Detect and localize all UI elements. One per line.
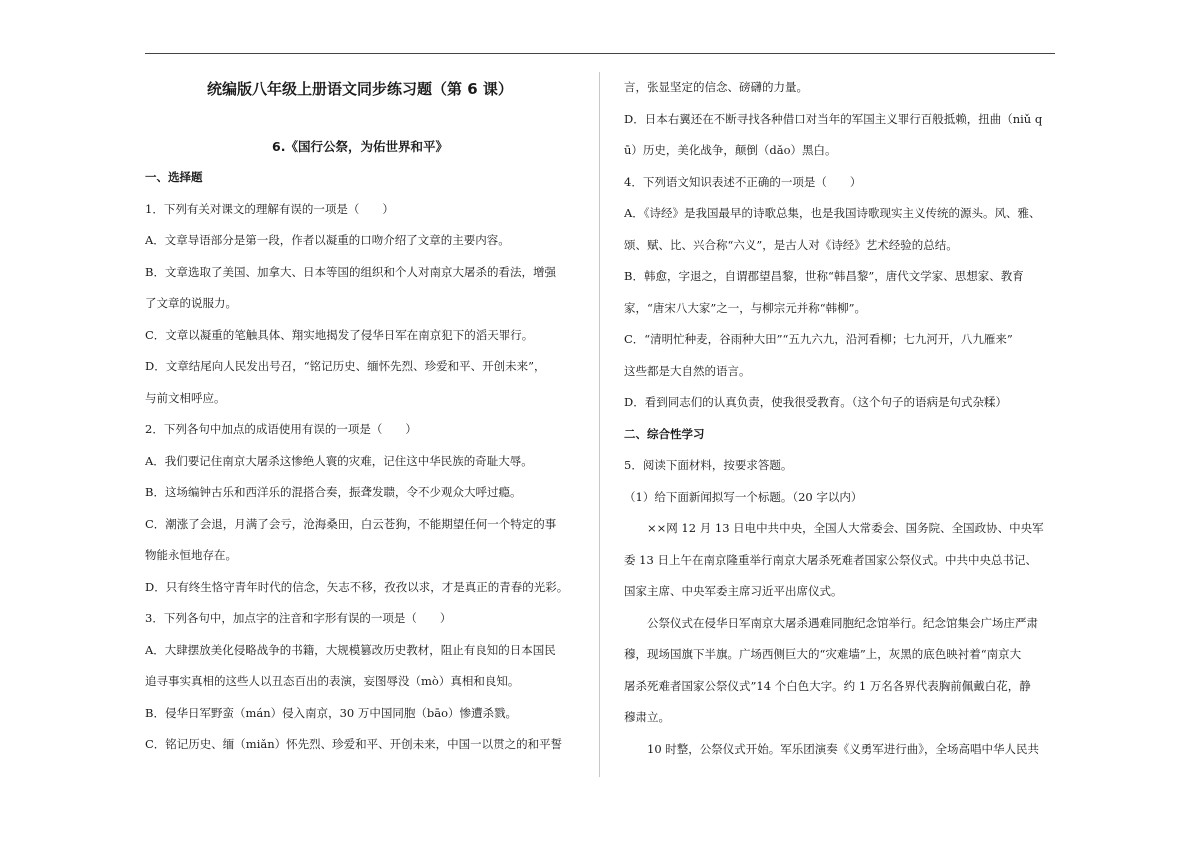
text-line: A．文章导语部分是第一段，作者以凝重的口吻介绍了文章的主要内容。 — [145, 233, 510, 247]
text-line: D．日本右翼还在不断寻找各种借口对当年的军国主义罪行百般抵赖，扭曲（niǔ q — [624, 111, 1043, 126]
text-line: 4．下列语文知识表述不正确的一项是（ ） — [624, 174, 862, 189]
text-line: 物能永恒地存在。 — [145, 548, 237, 562]
text-line: 这些都是大自然的语言。 — [624, 363, 751, 378]
news-line: 穆，现场国旗下半旗。广场西侧巨大的“灾难墙”上，灰黑的底色映衬着“南京大 — [624, 647, 1022, 661]
news-line: 穆肃立。 — [624, 710, 670, 724]
text-line: 2．下列各句中加点的成语使用有误的一项是（ ） — [145, 422, 417, 436]
text-line: A．我们要记住南京大屠杀这惨绝人寰的灾难，记住这中华民族的奇耻大辱。 — [145, 453, 533, 468]
text-line: C．文章以凝重的笔触具体、翔实地揭发了侵华日军在南京犯下的滔天罪行。 — [145, 327, 534, 342]
right-column — [624, 72, 1056, 765]
text-line: 追寻事实真相的这些人以丑态百出的表演，妄图辱没（mò）真相和良知。 — [145, 674, 520, 688]
text-line: 了文章的说服力。 — [145, 296, 237, 310]
text-line: C．铭记历史、缅（miǎn）怀先烈、珍爱和平、开创未来，中国一以贯之的和平誓 — [145, 737, 563, 751]
section-heading-comprehensive: 二、综合性学习 — [624, 426, 705, 441]
news-line: ××网 12 月 13 日电中共中央，全国人大常委会、国务院、全国政协、中央军 — [647, 521, 1044, 535]
text-line: C．潮涨了会退，月满了会亏，沧海桑田，白云苍狗，不能期望任何一个特定的事 — [145, 516, 557, 531]
news-line: 国家主席、中央军委主席习近平出席仪式。 — [624, 584, 843, 598]
text-line: （1）给下面新闻拟写一个标题。（20 字以内） — [624, 489, 863, 504]
text-line: 颂、赋、比、兴合称“六义”，是古人对《诗经》艺术经验的总结。 — [624, 237, 958, 252]
header-rule — [145, 53, 1055, 54]
news-line: 10 时整，公祭仪式开始。军乐团演奏《义勇军进行曲》，全场高唱中华人民共 — [647, 741, 1040, 756]
lesson-title: 6.《国行公祭，为佑世界和平》 — [272, 139, 448, 154]
left-column — [145, 72, 575, 761]
text-line: ū）历史，美化战争，颠倒（dǎo）黑白。 — [624, 143, 837, 157]
text-line: 家，“唐宋八大家”之一，与柳宗元并称“韩柳”。 — [624, 300, 867, 315]
text-line: A．大肆摆放美化侵略战争的书籍，大规模篡改历史教材，阻止有良知的日本国民 — [145, 642, 556, 657]
text-line: A．《诗经》是我国最早的诗歌总集，也是我国诗歌现实主义传统的源头。风、雅、 — [624, 206, 1041, 220]
text-line: D．文章结尾向人民发出号召，“铭记历史、缅怀先烈、珍爱和平、开创未来”， — [145, 359, 546, 373]
section-heading-choice: 一、选择题 — [145, 170, 203, 184]
text-line: 3．下列各句中，加点字的注音和字形有误的一项是（ ） — [145, 611, 452, 625]
text-line: 与前文相呼应。 — [145, 390, 226, 405]
text-line: B．韩愈，字退之，自谓郡望昌黎，世称“韩昌黎”，唐代文学家、思想家、教育 — [624, 269, 1024, 283]
news-line: 委 13 日上午在南京隆重举行南京大屠杀死难者国家公祭仪式。中共中央总书记、 — [624, 552, 1037, 567]
column-divider — [599, 72, 600, 777]
text-line: 言，张显坚定的信念、磅礴的力量。 — [624, 80, 808, 94]
news-line: 公祭仪式在侵华日军南京大屠杀遇难同胞纪念馆举行。纪念馆集会广场庄严肃 — [647, 615, 1038, 630]
document-title: 统编版八年级上册语文同步练习题（第 6 课） — [207, 80, 513, 98]
text-line: 1．下列有关对课文的理解有误的一项是（ ） — [145, 201, 394, 216]
text-line: D．只有终生恪守青年时代的信念，矢志不移，孜孜以求，才是真正的青春的光彩。 — [145, 579, 569, 594]
text-line: 5．阅读下面材料，按要求答题。 — [624, 458, 793, 472]
text-line: D．看到同志们的认真负责，使我很受教育。（这个句子的语病是句式杂糅） — [624, 395, 1007, 409]
text-line: B．这场编钟古乐和西洋乐的混搭合奏，振聋发聩，令不少观众大呼过瘾。 — [145, 485, 522, 499]
text-line: B．文章选取了美国、加拿大、日本等国的组织和个人对南京大屠杀的看法，增强 — [145, 264, 556, 279]
text-line: B．侵华日军野蛮（mán）侵入南京，30 万中国同胞（bāo）惨遭杀戮。 — [145, 705, 518, 720]
news-line: 屠杀死难者国家公祭仪式”14 个白色大字。约 1 万名各界代表胸前佩戴白花，静 — [624, 678, 1031, 693]
text-line: C．“清明忙种麦，谷雨种大田”“五九六九，沿河看柳；七九河开，八九雁来” — [624, 332, 1013, 346]
